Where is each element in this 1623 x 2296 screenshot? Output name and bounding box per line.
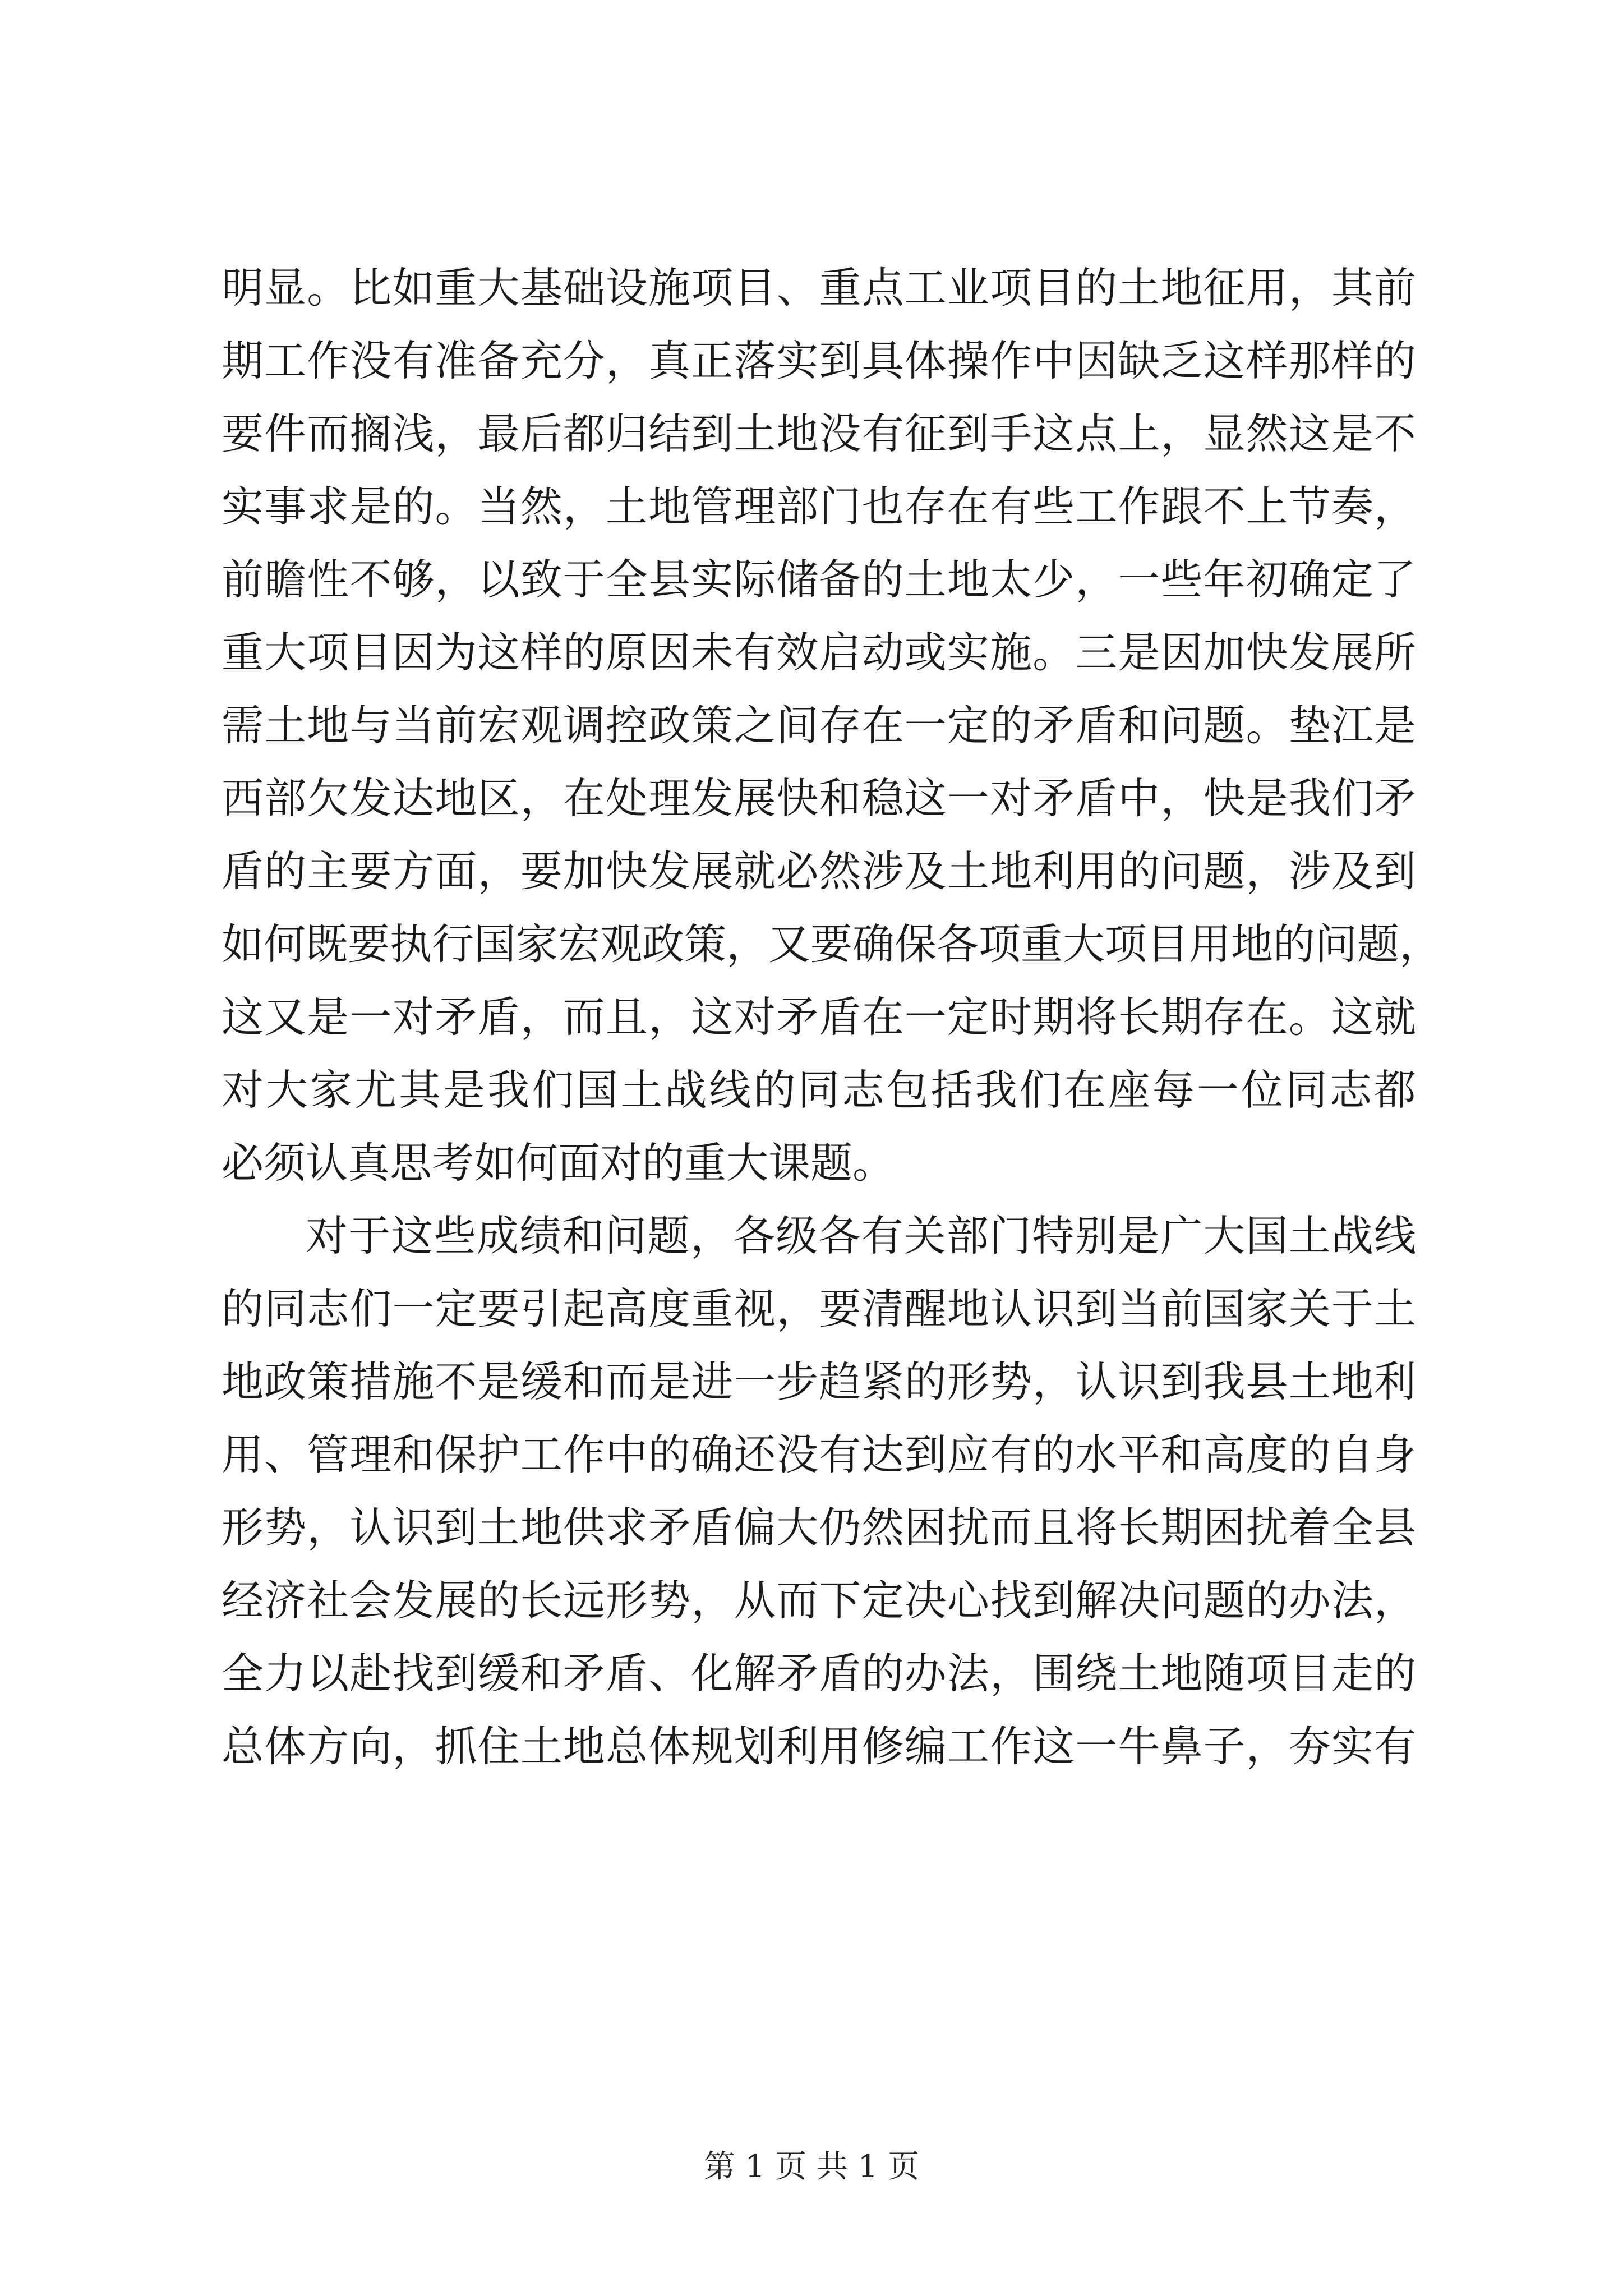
text-line: 盾的主要方面，要加快发展就必然涉及土地利用的问题，涉及到	[222, 846, 1416, 896]
text-line: 经济社会发展的长远形势，从而下定决心找到解决问题的办法，	[222, 1576, 1416, 1625]
text-line: 形势，认识到土地供求矛盾偏大仍然困扰而且将长期困扰着全县	[222, 1503, 1416, 1552]
text-line: 如何既要执行国家宏观政策，又要确保各项重大项目用地的问题，	[222, 919, 1442, 969]
text-line: 对大家尤其是我们国土战线的同志包括我们在座每一位同志都	[222, 1065, 1416, 1115]
text-line: 重大项目因为这样的原因未有效启动或实施。三是因加快发展所	[222, 628, 1416, 677]
text-line: 对于这些成绩和问题，各级各有关部门特别是广大国土战线	[306, 1211, 1416, 1260]
text-line: 必须认真思考如何面对的重大课题。	[222, 1138, 895, 1188]
paragraph-2	[222, 1199, 1416, 1783]
text-line: 西部欠发达地区，在处理发展快和稳这一对矛盾中，快是我们矛	[222, 774, 1416, 823]
text-line: 用、管理和保护工作中的确还没有达到应有的水平和高度的自身	[222, 1430, 1416, 1479]
paragraph-1	[222, 251, 1442, 1199]
text-line: 明显。比如重大基础设施项目、重点工业项目的土地征用，其前	[222, 263, 1416, 312]
page-number-footer: 第 1 页 共 1 页	[703, 2148, 920, 2185]
text-line: 需土地与当前宏观调控政策之间存在一定的矛盾和问题。垫江是	[222, 701, 1416, 750]
text-line: 这又是一对矛盾，而且，这对矛盾在一定时期将长期存在。这就	[222, 992, 1416, 1042]
text-line: 总体方向，抓住土地总体规划利用修编工作这一牛鼻子，夯实有	[222, 1722, 1416, 1771]
body-text	[222, 251, 1442, 1783]
text-line: 地政策措施不是缓和而是进一步趋紧的形势，认识到我县土地利	[222, 1357, 1416, 1406]
text-line: 要件而搁浅，最后都归结到土地没有征到手这点上，显然这是不	[222, 409, 1416, 458]
text-line: 期工作没有准备充分，真正落实到具体操作中因缺乏这样那样的	[222, 336, 1416, 385]
text-line: 全力以赴找到缓和矛盾、化解矛盾的办法，围绕土地随项目走的	[222, 1649, 1416, 1698]
text-line: 的同志们一定要引起高度重视，要清醒地认识到当前国家关于土	[222, 1284, 1416, 1333]
text-line: 实事求是的。当然，土地管理部门也存在有些工作跟不上节奏，	[222, 482, 1416, 531]
text-line: 前瞻性不够，以致于全县实际储备的土地太少，一些年初确定了	[222, 555, 1416, 604]
